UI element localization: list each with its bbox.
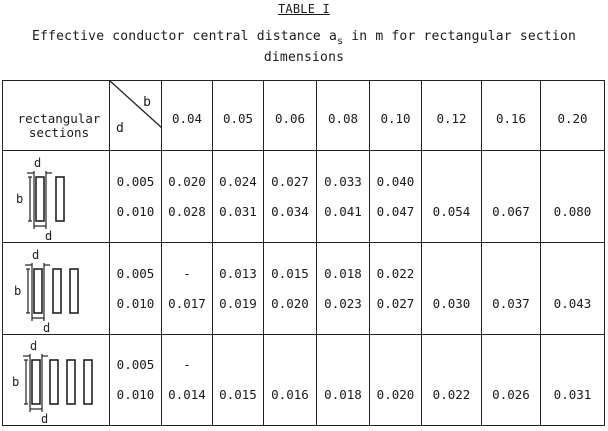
- table-cell: [213, 243, 264, 335]
- cell-value: [264, 357, 316, 373]
- cell-value: 0.028: [168, 203, 206, 219]
- cell-value: 0.018: [324, 387, 362, 402]
- cell-value: 0.017: [168, 295, 206, 311]
- cell-value: 0.020: [271, 295, 309, 311]
- caption-text: Effective conductor central distance a: [31, 29, 337, 44]
- cell-value: 0.031: [219, 203, 257, 219]
- d-values-cell: [110, 151, 162, 243]
- table-caption-line2: dimensions: [263, 50, 345, 65]
- cell-value: 0.037: [492, 295, 530, 311]
- cell-value: [422, 357, 481, 373]
- table-cell: [162, 243, 213, 335]
- four-conductor-diagram: [6, 336, 106, 424]
- cell-value: -: [183, 357, 191, 372]
- cell-value: 0.043: [553, 295, 592, 311]
- cell-value: [317, 357, 369, 373]
- cell-value: 0.020: [168, 173, 206, 189]
- b-header: 0.20: [541, 81, 605, 151]
- table-cell: [541, 243, 605, 335]
- cell-value: [541, 266, 604, 282]
- d-value: 0.005: [116, 173, 155, 189]
- b-side-label: b: [14, 283, 22, 298]
- table-cell: [482, 335, 541, 426]
- table-cell: [162, 151, 213, 243]
- b-header: 0.08: [317, 81, 370, 151]
- caption-text-rest: in m for rectangular section: [343, 29, 577, 44]
- d-value: 0.010: [116, 203, 155, 219]
- table-cell: [264, 151, 317, 243]
- corner-d-label: d: [116, 121, 124, 136]
- b-side-label: b: [16, 191, 24, 206]
- corner-b-label: b: [143, 95, 151, 110]
- table-caption: [0, 29, 608, 47]
- cell-value: [482, 266, 540, 282]
- two-conductor-diagram: [6, 153, 106, 241]
- cell-value: [482, 357, 540, 373]
- table-cell: [264, 335, 317, 426]
- table-cell: [213, 151, 264, 243]
- table-cell: [370, 151, 422, 243]
- b-header: 0.04: [162, 81, 213, 151]
- three-conductor-diagram: [6, 245, 106, 333]
- corner-diagonal: [110, 81, 162, 151]
- cell-value: 0.023: [324, 295, 362, 311]
- b-header: 0.16: [482, 81, 541, 151]
- cell-value: 0.031: [553, 387, 592, 402]
- b-header: 0.05: [213, 81, 264, 151]
- cell-value: 0.040: [376, 173, 415, 189]
- cell-value: 0.024: [219, 173, 257, 189]
- table-cell: [317, 243, 370, 335]
- cell-value: 0.022: [376, 265, 415, 281]
- cell-value: 0.041: [324, 203, 362, 219]
- d-top-label: d: [34, 155, 42, 170]
- d-value: 0.005: [116, 265, 155, 281]
- cell-value: [541, 357, 604, 373]
- header-corner-cell: [110, 81, 162, 151]
- d-bottom-label: d: [45, 228, 53, 241]
- cell-value: [422, 174, 481, 190]
- cell-value: [541, 174, 604, 190]
- table-cell: [317, 335, 370, 426]
- cell-value: 0.026: [492, 387, 530, 402]
- cell-value: 0.022: [432, 387, 471, 402]
- cell-value: 0.080: [553, 203, 592, 219]
- table-cell: [541, 151, 605, 243]
- d-values-cell: [110, 335, 162, 426]
- table-cell: [482, 151, 541, 243]
- table-row: [3, 151, 605, 243]
- d-value: 0.005: [116, 357, 155, 372]
- arrangement-diagram-four: [3, 335, 110, 426]
- d-top-label: d: [30, 339, 38, 353]
- d-bottom-label: d: [41, 412, 49, 424]
- table-cell: [422, 243, 482, 335]
- d-value: 0.010: [116, 387, 155, 402]
- cell-value: 0.047: [376, 203, 415, 219]
- b-header: 0.10: [370, 81, 422, 151]
- caption-subscript: s: [337, 36, 344, 47]
- cell-value: 0.027: [271, 173, 309, 189]
- table-cell: [482, 243, 541, 335]
- cell-value: [213, 357, 263, 373]
- cell-value: 0.013: [219, 265, 257, 281]
- table-cell: [541, 335, 605, 426]
- cell-value: -: [183, 265, 191, 281]
- arrangement-diagram-two: [3, 151, 110, 243]
- cell-value: 0.030: [432, 295, 471, 311]
- cell-value: 0.034: [271, 203, 309, 219]
- header-row: [3, 81, 605, 151]
- table-cell: [317, 151, 370, 243]
- b-header: 0.06: [264, 81, 317, 151]
- cell-value: 0.016: [271, 387, 309, 402]
- table-row: [3, 243, 605, 335]
- cell-value: 0.018: [324, 265, 362, 281]
- cell-value: [422, 266, 481, 282]
- cell-value: 0.027: [376, 295, 415, 311]
- table-label: TABLE I: [278, 2, 330, 16]
- cell-value: 0.054: [432, 203, 471, 219]
- cell-value: 0.015: [271, 265, 309, 281]
- cell-value: 0.033: [324, 173, 362, 189]
- cell-value: 0.019: [219, 295, 257, 311]
- b-side-label: b: [12, 375, 20, 389]
- cell-value: 0.015: [219, 387, 257, 402]
- table-cell: [213, 335, 264, 426]
- cell-value: [482, 174, 540, 190]
- cell-value: 0.067: [492, 203, 530, 219]
- cell-value: 0.020: [376, 387, 415, 402]
- table-cell: [422, 335, 482, 426]
- cell-value: [370, 357, 421, 373]
- b-header: 0.12: [422, 81, 482, 151]
- table-cell: [370, 335, 422, 426]
- row-header-label: rectangular sections: [3, 81, 110, 151]
- cell-value: 0.014: [168, 387, 206, 402]
- table-cell: [162, 335, 213, 426]
- d-value: 0.010: [116, 295, 155, 311]
- d-bottom-label: d: [43, 320, 51, 333]
- table-row: [3, 335, 605, 426]
- arrangement-diagram-three: [3, 243, 110, 335]
- distance-table: [2, 80, 605, 426]
- d-values-cell: [110, 243, 162, 335]
- table-cell: [422, 151, 482, 243]
- table-cell: [264, 243, 317, 335]
- table-cell: [370, 243, 422, 335]
- d-top-label: d: [32, 247, 40, 262]
